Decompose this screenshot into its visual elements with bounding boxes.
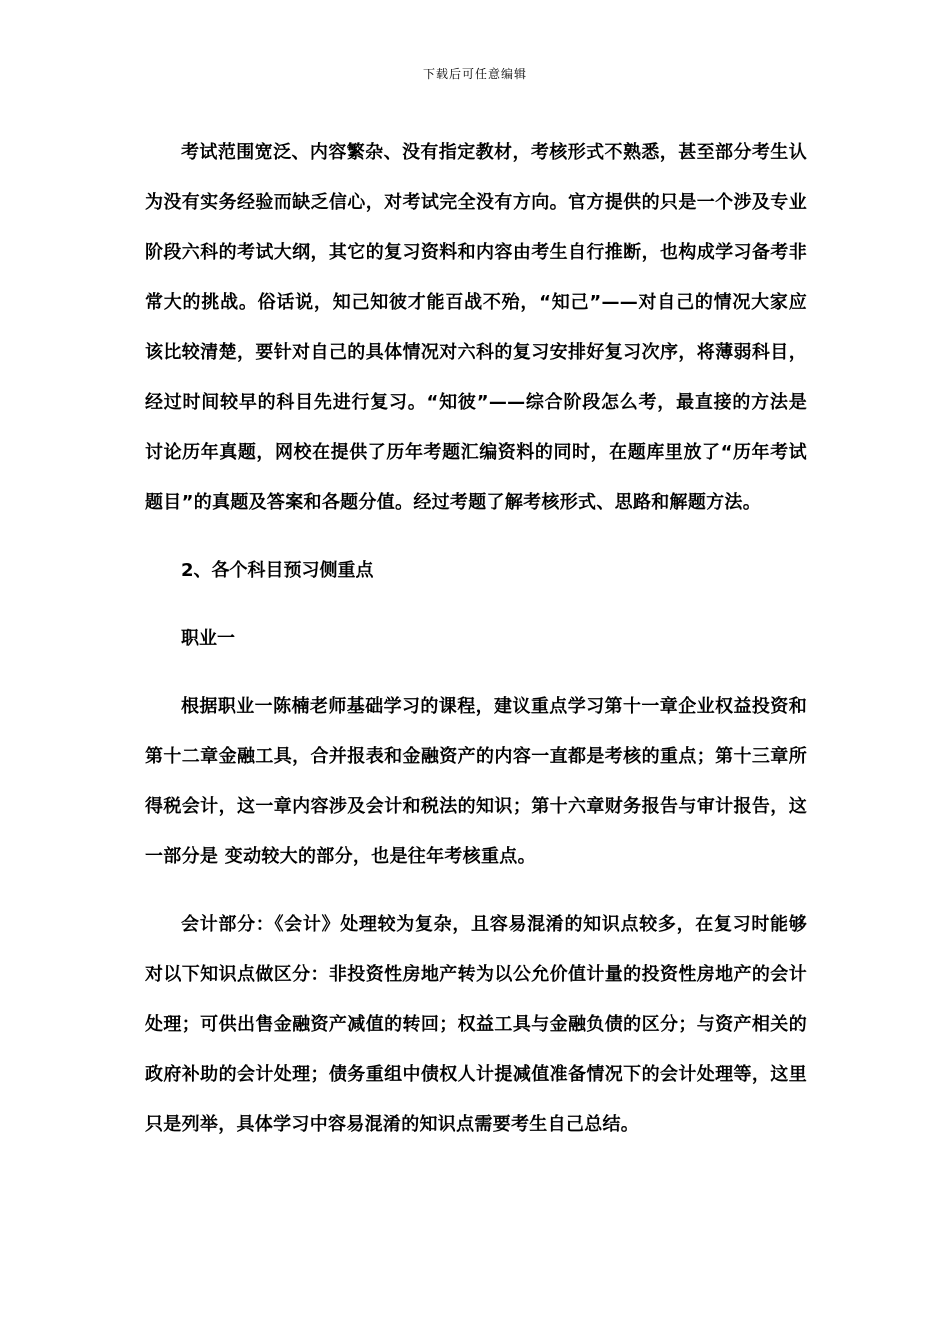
paragraph-exam-overview: 考试范围宽泛、内容繁杂、没有指定教材，考核形式不熟悉，甚至部分考生认为没有实务经验而缺乏信心，对考试完全没有方向。官方提供的只是一个涉及专业阶段六科的考试大纲，其它的复习资料和内容由考生自行推断，也构成学习备考非常大的挑战。俗话说，知己知彼才能百战不殆，“知己”——对自己的情况大家应该比较清楚，要针对自己的具体情况对六科的复习安排好复习次序，将薄弱科目，经过时间较早的科目先进行复习。“知彼”——综合阶段怎么考，最直接的方法是讨论历年真题，网校在提供了历年考题汇编资料的同时，在题库里放了“历年考试题目”的真题及答案和各题分值。经过考题了解考核形式、思路和解题方法。 xyxy=(145,142,807,513)
page-header: 下载后可任意编辑 xyxy=(422,67,527,81)
paragraph-study-focus: 根据职业一陈楠老师基础学习的课程，建议重点学习第十一章企业权益投资和第十二章金融工具，合并报表和金融资产的内容一直都是考核的重点；第十三章所得税会计，这一章内容涉及会计和税法的知识；第十六章财务报告与审计报告，这一部分是 变动较大的部分，也是往年考核重点。 xyxy=(145,696,807,867)
subject-heading: 职业一 xyxy=(181,628,235,649)
section-heading: 2、各个科目预习侧重点 xyxy=(181,560,374,581)
paragraph-accounting: 会计部分：《会计》处理较为复杂，且容易混淆的知识点较多，在复习时能够对以下知识点做区分：非投资性房地产转为以公允价值计量的投资性房地产的会计处理；可供出售金融资产减值的转回；权益工具与金融负债的区分；与资产相关的政府补助的会计处理；债务重组中债权人计提减值准备情况下的会计处理等，这里只是列举，具体学习中容易混淆的知识点需要考生自己总结。 xyxy=(145,914,807,1135)
document-body xyxy=(145,128,807,1150)
